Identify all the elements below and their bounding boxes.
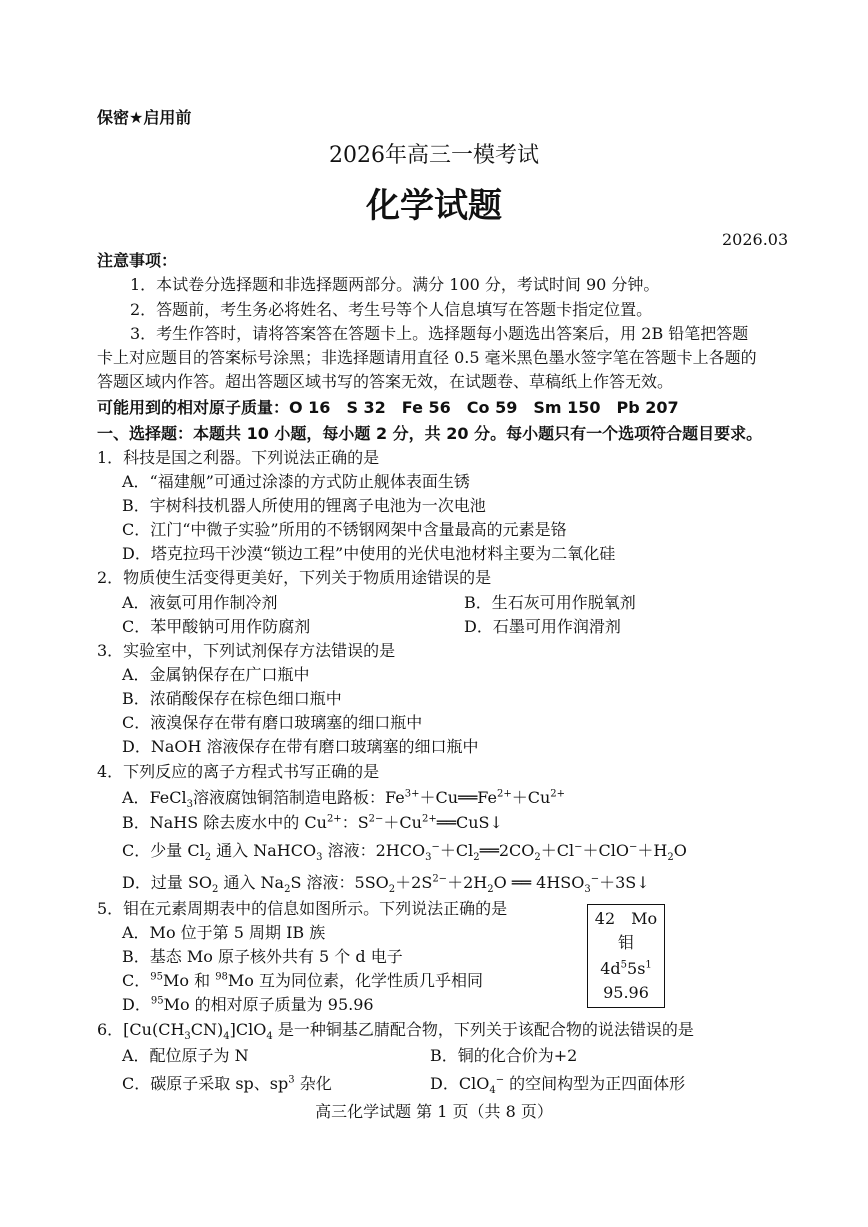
q4-c-sub: 3 xyxy=(316,852,323,864)
q4-a-sup: 2+ xyxy=(496,788,512,800)
q6-stem-sub: 3 xyxy=(184,1031,191,1043)
q6-option-d xyxy=(430,1074,686,1097)
q5-c-sup: 95 xyxy=(150,971,163,983)
q6-c-sup: 3 xyxy=(288,1074,295,1086)
q3-option-a: A．金属钠保存在广口瓶中 xyxy=(122,665,310,684)
q4-d-sub: 2 xyxy=(212,884,219,896)
q6-d-sub: 4 xyxy=(489,1085,496,1097)
config-text: 5s xyxy=(627,959,646,978)
q6-option-a: A．配位原子为 N xyxy=(122,1046,249,1065)
q4-c-text: ══2CO xyxy=(479,841,535,860)
q4-c-sup: − xyxy=(629,841,638,853)
q4-option-c xyxy=(122,841,687,864)
q3-option-d: D．NaOH 溶液保存在带有磨口玻璃塞的细口瓶中 xyxy=(122,737,479,756)
q6-stem-sub: 4 xyxy=(223,1031,230,1043)
page-footer: 高三化学试题 第 1 页（共 8 页） xyxy=(315,1102,553,1121)
q6-stem-text: ]ClO xyxy=(229,1020,267,1039)
q4-d-sub: 2 xyxy=(487,884,494,896)
q5-c-sup: 98 xyxy=(215,971,228,983)
q4-c-sub: 2 xyxy=(667,852,674,864)
q1-stem: 1．科技是国之利器。下列说法正确的是 xyxy=(97,448,380,467)
q5-stem: 5．钼在元素周期表中的信息如图所示。下列说法正确的是 xyxy=(97,899,508,918)
q4-option-a xyxy=(122,788,566,811)
atomic-masses: 可能用到的相对原子质量：O 16 S 32 Fe 56 Co 59 Sm 150 Pb 207 xyxy=(97,398,679,417)
q4-c-sup: − xyxy=(574,841,583,853)
q6-stem-text: 6．[Cu(CH xyxy=(97,1020,185,1039)
q4-d-sub: 3 xyxy=(584,884,591,896)
q4-b-sup: 2− xyxy=(368,813,384,825)
notes-heading: 注意事项： xyxy=(97,251,178,270)
element-name: 钼 xyxy=(617,933,634,952)
q5-d-text: Mo 的相对原子质量为 95.96 xyxy=(163,995,374,1014)
q4-a-text: 溶液腐蚀铜箔制造电路板：Fe xyxy=(193,788,405,807)
element-mass: 95.96 xyxy=(603,983,649,1002)
exam-title: 2026年高三一模考试 xyxy=(329,143,539,168)
note-2: 2．答题前，考生务必将姓名、考生号等个人信息填写在答题卡指定位置。 xyxy=(130,300,653,319)
element-number-symbol: 42 Mo xyxy=(594,909,658,928)
q1-option-d: D．塔克拉玛干沙漠“锁边工程”中使用的光伏电池材料主要为二氧化硅 xyxy=(122,544,616,563)
q4-d-text: 通入 Na xyxy=(218,873,285,892)
q4-d-text: D．过量 SO xyxy=(122,873,212,892)
q2-stem: 2．物质使生活变得更美好，下列关于物质用途错误的是 xyxy=(97,568,492,587)
q4-a-text: A． xyxy=(122,788,150,807)
q6-c-text: 杂化 xyxy=(294,1074,332,1093)
config-sup: 1 xyxy=(645,959,652,971)
section-1-heading: 一、选择题：本题共 10 小题，每小题 2 分，共 20 分。每小题只有一个选项符合题目要求。 xyxy=(97,424,763,443)
q6-stem-sub: 4 xyxy=(266,1031,273,1043)
q1-option-c: C．江门“中微子实验”所用的不锈钢网架中含量最高的元素是铬 xyxy=(122,520,567,539)
q5-c-text: Mo 互为同位素，化学性质几乎相同 xyxy=(227,971,484,990)
q4-a-sup: 2+ xyxy=(550,788,566,800)
q4-a-sub: 3 xyxy=(186,799,193,811)
q4-a-text: FeCl xyxy=(149,788,187,807)
q3-option-c: C．液溴保存在带有磨口玻璃塞的细口瓶中 xyxy=(122,713,423,732)
q4-d-text: S 溶液：5SO xyxy=(290,873,389,892)
note-3-line-1: 3．考生作答时，请将答案答在答题卡上。选择题每小题选出答案后，用 2B 铅笔把答题 xyxy=(130,324,749,343)
q4-b-sup: 2+ xyxy=(326,813,342,825)
confidential-label: 保密★启用前 xyxy=(97,108,192,127)
q4-c-sub: 2 xyxy=(204,852,212,864)
q4-d-text: ＋2S xyxy=(395,873,433,892)
q6-option-b: B．铜的化合价为+2 xyxy=(430,1046,578,1065)
note-3-line-2: 卡上对应题目的答案标号涂黑；非选择题请用直径 0.5 毫米黑色墨水签字笔在答题卡上各题的 xyxy=(97,348,757,367)
q2-option-a: A．液氨可用作制冷剂 xyxy=(122,593,278,612)
q4-c-text: O xyxy=(673,841,687,860)
q2-option-d: D．石墨可用作润滑剂 xyxy=(464,617,621,636)
q6-option-c xyxy=(122,1074,332,1094)
q6-d-text: D．ClO xyxy=(430,1074,490,1093)
q5-d-text: D． xyxy=(122,995,151,1014)
element-info-box xyxy=(587,904,665,1008)
q4-stem: 4．下列反应的离子方程式书写正确的是 xyxy=(97,762,380,781)
q4-a-text: ＋Cu xyxy=(511,788,551,807)
q4-a-sup: 3+ xyxy=(404,788,420,800)
q4-c-text: ＋ClO xyxy=(582,841,630,860)
q6-stem xyxy=(97,1020,694,1043)
q6-c-text: C．碳原子采取 sp、sp xyxy=(122,1074,289,1093)
q1-option-b: B．宇树科技机器人所使用的锂离子电池为一次电池 xyxy=(122,496,486,515)
q4-d-sub: 2 xyxy=(388,884,396,896)
q4-d-sup: 2− xyxy=(432,873,448,885)
q4-option-d xyxy=(122,873,650,896)
q4-c-sup: − xyxy=(431,841,440,853)
q5-option-a: A．Mo 位于第 5 周期 IB 族 xyxy=(122,923,326,942)
q4-c-text: 溶液：2HCO xyxy=(322,841,426,860)
q5-option-c xyxy=(122,971,483,991)
q6-stem-text: 是一种铜基乙腈配合物，下列关于该配合物的说法错误的是 xyxy=(272,1020,694,1039)
q4-c-sub: 2 xyxy=(534,852,541,864)
q4-c-sub: 2 xyxy=(473,852,480,864)
q4-c-sub: 3 xyxy=(425,852,432,864)
q2-option-b: B．生石灰可用作脱氧剂 xyxy=(464,593,636,612)
electron-configuration xyxy=(588,959,664,979)
q3-option-b: B．浓硝酸保存在棕色细口瓶中 xyxy=(122,689,342,708)
exam-subject-title: 化学试题 xyxy=(366,186,502,226)
q6-d-text: 的空间构型为正四面体形 xyxy=(504,1074,686,1093)
q4-d-text: O ══ 4HSO xyxy=(493,873,585,892)
q5-d-sup: 95 xyxy=(150,995,164,1007)
q4-d-sub: 2 xyxy=(284,884,291,896)
q4-d-sup: − xyxy=(590,873,600,885)
q4-b-sup: 2+ xyxy=(421,813,437,825)
q4-c-text: C．少量 Cl xyxy=(122,841,205,860)
q2-option-c: C．苯甲酸钠可用作防腐剂 xyxy=(122,617,311,636)
q4-option-b xyxy=(122,813,503,833)
config-sup: 5 xyxy=(620,959,628,971)
q4-c-text: 通入 NaHCO xyxy=(211,841,317,860)
q4-c-text: ＋H xyxy=(637,841,668,860)
q5-c-text: C． xyxy=(122,971,151,990)
config-text: 4d xyxy=(600,959,621,978)
q4-b-text: B．NaHS 除去废水中的 Cu xyxy=(122,813,327,832)
q6-stem-text: CN) xyxy=(190,1020,224,1039)
q4-d-text: ＋3S↓ xyxy=(599,873,650,892)
q4-b-text: ＋Cu xyxy=(383,813,422,832)
note-1: 1．本试卷分选择题和非选择题两部分。满分 100 分，考试时间 90 分钟。 xyxy=(130,275,660,294)
q4-d-text: ＋2H xyxy=(447,873,488,892)
q4-c-text: ＋Cl xyxy=(439,841,474,860)
q4-b-text: ══CuS↓ xyxy=(436,813,503,832)
note-3-line-3: 答题区域内作答。超出答题区域书写的答案无效，在试题卷、草稿纸上作答无效。 xyxy=(97,372,674,391)
q5-option-d xyxy=(122,995,374,1015)
exam-date: 2026.03 xyxy=(722,230,789,249)
q3-stem: 3．实验室中，下列试剂保存方法错误的是 xyxy=(97,641,396,660)
q4-c-text: ＋Cl xyxy=(540,841,575,860)
q4-b-text: ：S xyxy=(341,813,369,832)
q4-a-text: ＋Cu══Fe xyxy=(419,788,497,807)
q5-option-b: B．基态 Mo 原子核外共有 5 个 d 电子 xyxy=(122,947,403,966)
q5-c-text: Mo 和 xyxy=(162,971,216,990)
q6-d-sup: − xyxy=(495,1074,505,1086)
q1-option-a: A．“福建舰”可通过涂漆的方式防止舰体表面生锈 xyxy=(122,472,470,491)
